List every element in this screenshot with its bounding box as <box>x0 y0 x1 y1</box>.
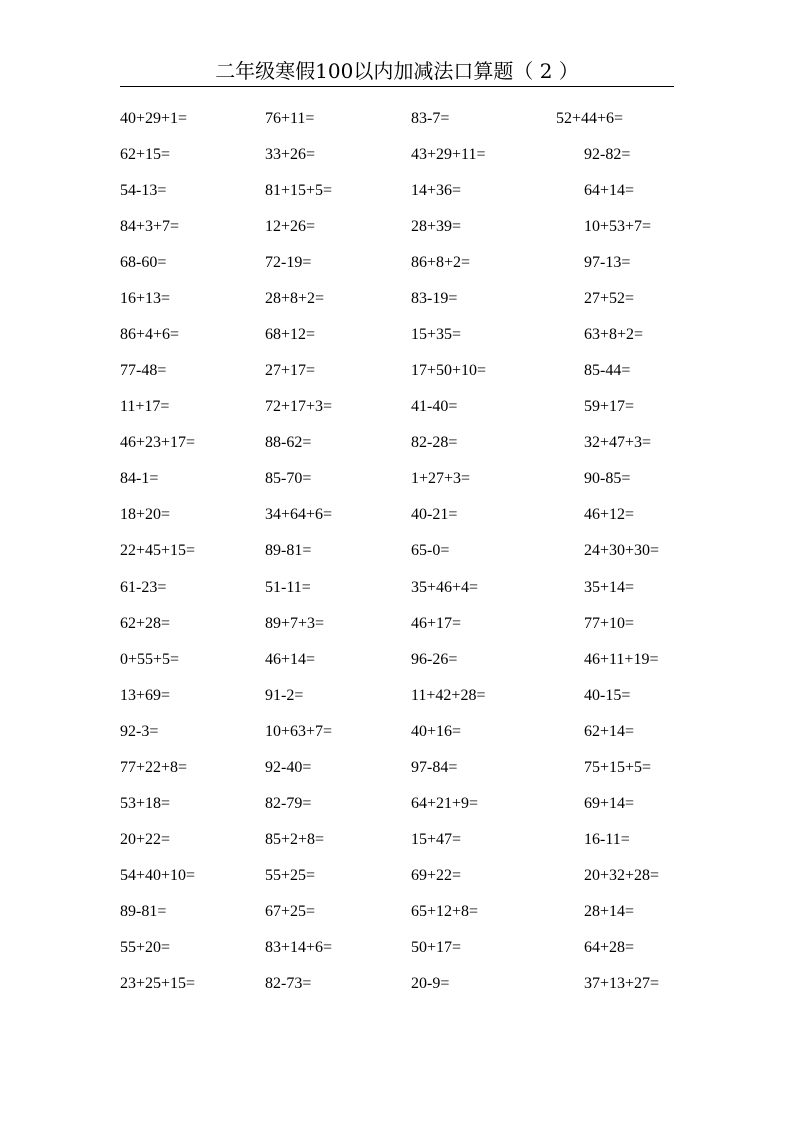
problem-item: 97-13= <box>584 254 631 272</box>
problem-item: 35+46+4= <box>411 578 479 596</box>
problem-item: 75+15+5= <box>584 758 652 776</box>
problem-item: 54-13= <box>120 182 167 200</box>
problem-item: 82-28= <box>411 434 458 452</box>
problem-item: 72+17+3= <box>265 398 333 416</box>
problem-item: 40+29+1= <box>120 110 188 127</box>
problem-item: 63+8+2= <box>584 326 644 344</box>
problem-item: 20-9= <box>411 974 450 992</box>
problem-item: 89-81= <box>265 542 312 560</box>
problem-item: 11+17= <box>120 398 170 416</box>
problem-item: 20+32+28= <box>584 866 660 884</box>
problem-item: 46+23+17= <box>120 434 196 452</box>
problem-item: 35+14= <box>584 578 635 596</box>
problem-item: 88-62= <box>265 434 312 452</box>
problem-item: 23+25+15= <box>120 974 196 992</box>
problem-item: 27+52= <box>584 290 635 308</box>
problem-item: 40+16= <box>411 722 462 740</box>
problem-item: 46+17= <box>411 614 462 632</box>
problem-item: 17+50+10= <box>411 362 487 380</box>
problem-item: 96-26= <box>411 650 458 668</box>
problem-item: 15+47= <box>411 830 462 848</box>
problem-item: 59+17= <box>584 398 635 416</box>
problem-item: 64+14= <box>584 182 635 200</box>
problem-item: 62+14= <box>584 722 635 740</box>
problem-item: 14+36= <box>411 182 462 200</box>
problem-item: 77+10= <box>584 614 635 632</box>
problem-item: 28+8+2= <box>265 290 325 308</box>
problem-item: 82-73= <box>265 974 312 992</box>
problem-item: 46+12= <box>584 506 635 524</box>
problem-item: 34+64+6= <box>265 506 333 524</box>
problem-item: 40-15= <box>584 686 631 704</box>
problem-item: 61-23= <box>120 578 167 596</box>
problem-item: 50+17= <box>411 938 462 956</box>
problem-item: 10+53+7= <box>584 218 652 236</box>
problem-item: 10+63+7= <box>265 722 333 740</box>
problem-item: 85+2+8= <box>265 830 325 848</box>
problem-item: 33+26= <box>265 146 316 164</box>
problem-item: 85-70= <box>265 470 312 488</box>
problem-item: 67+25= <box>265 902 316 920</box>
problem-item: 89+7+3= <box>265 614 325 632</box>
problem-item: 86+8+2= <box>411 254 471 272</box>
problem-item: 65+12+8= <box>411 902 479 920</box>
problem-item: 22+45+15= <box>120 542 196 560</box>
problem-item: 92-3= <box>120 722 159 740</box>
problem-item: 62+28= <box>120 614 171 632</box>
problem-item: 92-82= <box>584 146 631 164</box>
problem-item: 81+15+5= <box>265 182 333 200</box>
problem-item: 28+14= <box>584 902 635 920</box>
problem-item: 55+25= <box>265 866 316 884</box>
problem-item: 11+42+28= <box>411 686 486 704</box>
problem-item: 92-40= <box>265 758 312 776</box>
problem-item: 85-44= <box>584 362 631 380</box>
problem-item: 15+35= <box>411 326 462 344</box>
problem-item: 53+18= <box>120 794 171 812</box>
problem-item: 84-1= <box>120 470 159 488</box>
problem-item: 69+22= <box>411 866 462 884</box>
problem-item: 16-11= <box>584 830 630 848</box>
problem-item: 12+26= <box>265 218 316 236</box>
problem-item: 77+22+8= <box>120 758 188 776</box>
problem-item: 76+11= <box>265 110 315 127</box>
problem-item: 52+44+6= <box>556 110 624 127</box>
problem-item: 20+22= <box>120 830 171 848</box>
problem-item: 64+28= <box>584 938 635 956</box>
problem-item: 91-2= <box>265 686 304 704</box>
problem-item: 1+27+3= <box>411 470 471 488</box>
problem-item: 13+69= <box>120 686 171 704</box>
problem-item: 54+40+10= <box>120 866 196 884</box>
problem-item: 51-11= <box>265 578 311 596</box>
problem-item: 18+20= <box>120 506 171 524</box>
problem-item: 46+14= <box>265 650 316 668</box>
problem-item: 0+55+5= <box>120 650 180 668</box>
problem-item: 28+39= <box>411 218 462 236</box>
problem-item: 40-21= <box>411 506 458 524</box>
page-title: 二年级寒假100以内加减法口算题（ 2 ） <box>215 59 579 83</box>
problem-item: 89-81= <box>120 902 167 920</box>
problem-item: 68-60= <box>120 254 167 272</box>
problem-item: 83-7= <box>411 110 450 127</box>
problem-item: 32+47+3= <box>584 434 652 452</box>
problem-item: 83+14+6= <box>265 938 333 956</box>
problem-item: 27+17= <box>265 362 316 380</box>
problem-item: 43+29+11= <box>411 146 486 164</box>
problem-item: 72-19= <box>265 254 312 272</box>
problem-item: 46+11+19= <box>584 650 659 668</box>
problem-item: 65-0= <box>411 542 450 560</box>
problem-item: 83-19= <box>411 290 458 308</box>
problem-item: 86+4+6= <box>120 326 180 344</box>
problem-item: 69+14= <box>584 794 635 812</box>
problem-item: 62+15= <box>120 146 171 164</box>
problem-item: 82-79= <box>265 794 312 812</box>
problem-item: 68+12= <box>265 326 316 344</box>
problem-item: 90-85= <box>584 470 631 488</box>
problem-item: 55+20= <box>120 938 171 956</box>
problem-item: 77-48= <box>120 362 167 380</box>
problem-item: 16+13= <box>120 290 171 308</box>
problem-item: 24+30+30= <box>584 542 660 560</box>
problem-item: 37+13+27= <box>584 974 660 992</box>
problem-item: 84+3+7= <box>120 218 180 236</box>
problem-item: 64+21+9= <box>411 794 479 812</box>
problem-item: 97-84= <box>411 758 458 776</box>
problem-item: 41-40= <box>411 398 458 416</box>
